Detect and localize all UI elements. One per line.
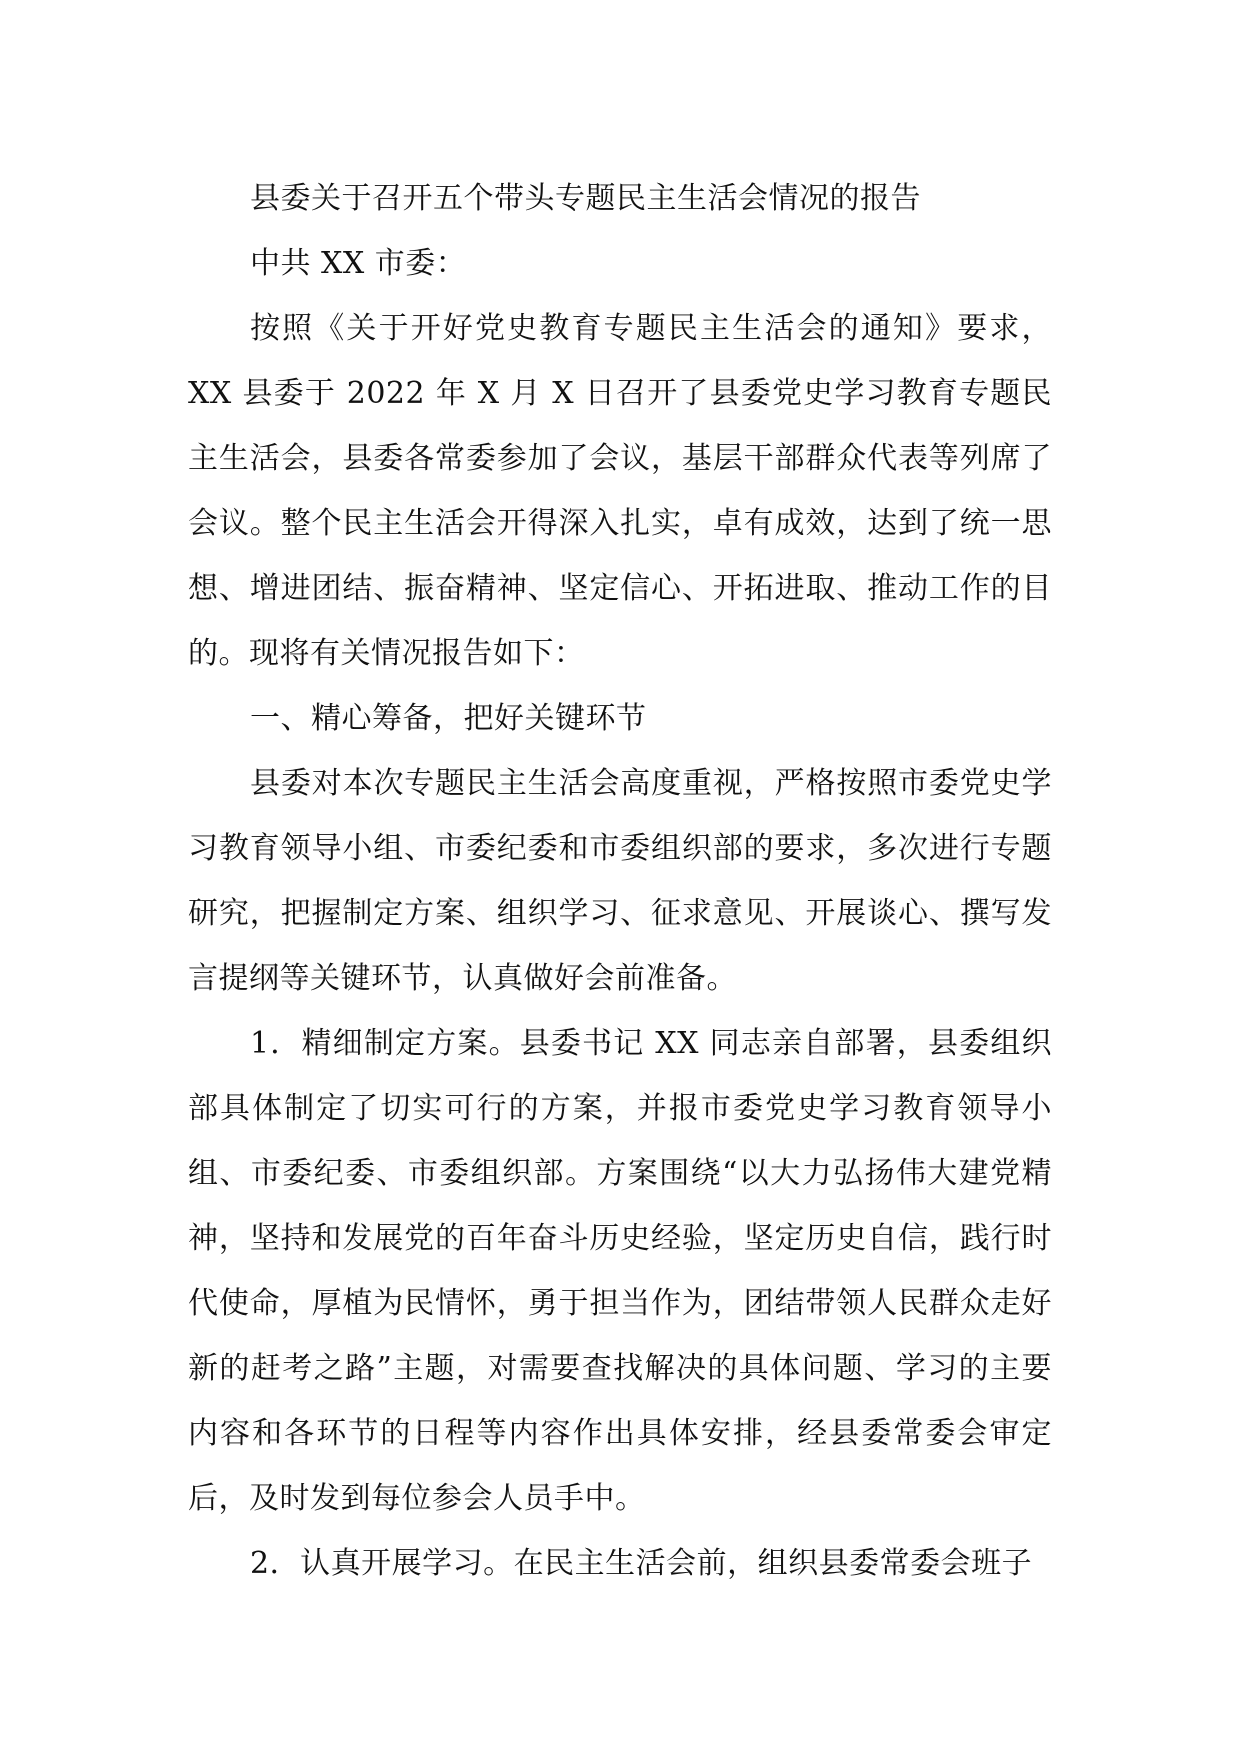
paragraph-intro: 按照《关于开好党史教育专题民主生活会的通知》要求，XX 县委于 2022 年 X 月 X 日召开了县委党史学习教育专题民主生活会，县委各常委参加了会议，基层干部群众代表等列席了会议。整个民主生活会开得深入扎实，卓有成效，达到了统一思想、增进团结、振奋精神、坚定信心、开拓进取、推动工作的目的。现将有关情况报告如下： xyxy=(188,311,1052,671)
paragraph-item-2: 2．认真开展学习。在民主生活会前，组织县委常委会班子 xyxy=(250,1546,1033,1581)
salutation: 中共 XX 市委： xyxy=(250,246,467,281)
paragraph-item-1: 1．精细制定方案。县委书记 XX 同志亲自部署，县委组织部具体制定了切实可行的方案，并报市委党史学习教育领导小组、市委纪委、市委组织部。方案围绕“以大力弘扬伟大建党精神，坚持和发展党的百年奋斗历史经验，坚定历史自信，践行时代使命，厚植为民情怀，勇于担当作为，团结带领人民群众走好新的赶考之路”主题，对需要查找解决的具体问题、学习的主要内容和各环节的日程等内容作出具体安排，经县委常委会审定后，及时发到每位参会人员手中。 xyxy=(188,1026,1052,1516)
document-title: 县委关于召开五个带头专题民主生活会情况的报告 xyxy=(250,181,921,216)
paragraph-section-1: 县委对本次专题民主生活会高度重视，严格按照市委党史学习教育领导小组、市委纪委和市委组织部的要求，多次进行专题研究，把握制定方案、组织学习、征求意见、开展谈心、撰写发言提纲等关键环节，认真做好会前准备。 xyxy=(188,766,1052,996)
document-body xyxy=(188,166,1052,1596)
section-heading-1: 一、精心筹备，把好关键环节 xyxy=(250,701,647,736)
